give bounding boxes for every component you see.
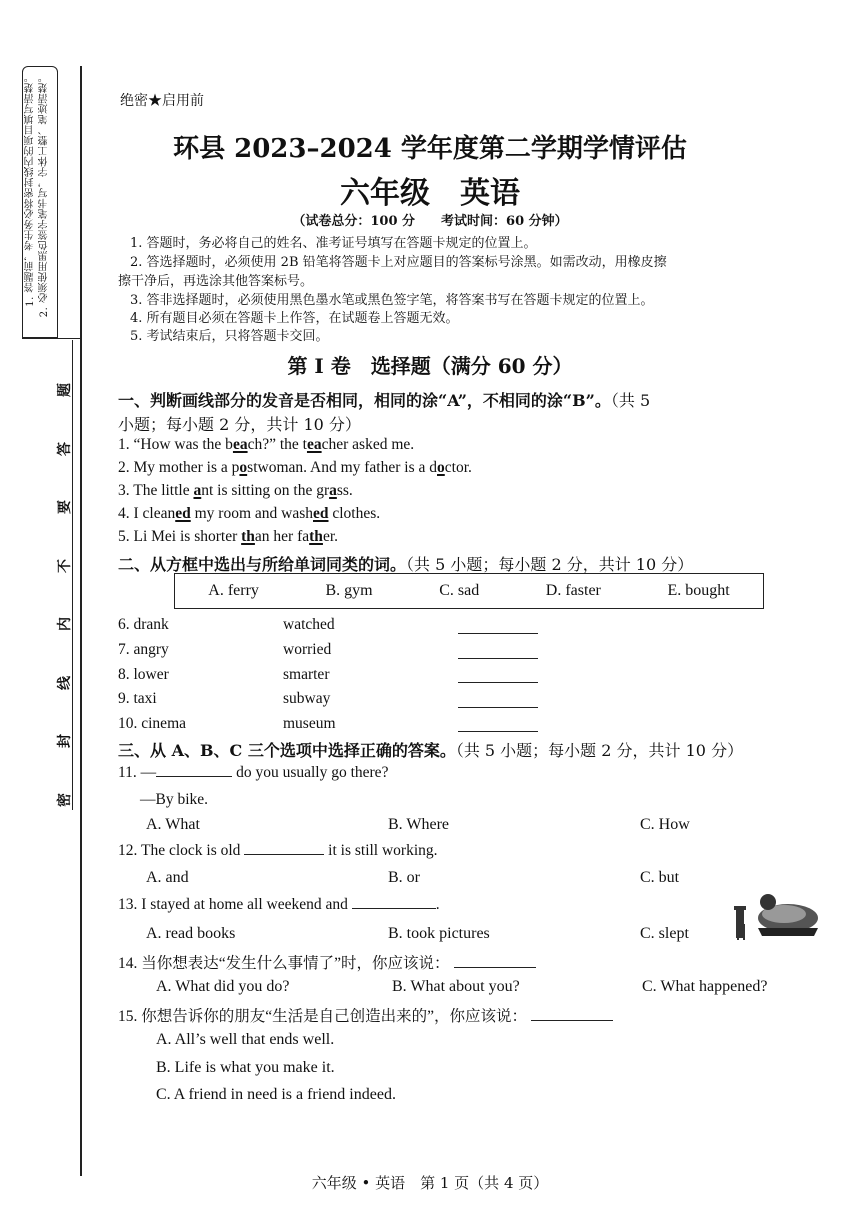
question-11-option-c: C. How (640, 816, 690, 833)
question-14-option-c: C. What happened? (642, 978, 768, 995)
word-option: B. gym (325, 582, 373, 599)
question-13-option-c: C. slept (640, 925, 689, 942)
notice-line-2: 2. 必须使用黑色签字笔书写，字体工整、笔迹清楚。 (39, 72, 50, 318)
question-8-pair: smarter (283, 666, 330, 683)
answer-blank-8[interactable] (458, 682, 538, 683)
word-option: A. ferry (208, 582, 259, 599)
answer-blank-6[interactable] (458, 633, 538, 634)
question-8-word: 8. lower (118, 666, 169, 683)
question-12-option-b: B. or (388, 869, 420, 886)
section2-heading-count: （共 5 小题；每小题 2 分，共计 10 分） (406, 555, 694, 574)
section1-heading (118, 388, 650, 411)
question-12-option-c: C. but (640, 869, 680, 886)
question-1: 1. “How was the beach?” the teacher asked me. (118, 436, 415, 453)
seal-char: 要 (57, 500, 73, 515)
section3-heading (118, 738, 743, 761)
seal-char: 答 (57, 441, 73, 456)
word-option: E. bought (667, 582, 730, 599)
answer-blank-9[interactable] (458, 707, 538, 708)
word-option: D. faster (545, 582, 601, 599)
question-15: 15. 你想告诉你的朋友“生活是自己创造出来的”，你应该说： (118, 1004, 613, 1026)
seal-char: 线 (57, 675, 73, 690)
section3-heading-count: （共 5 小题；每小题 2 分，共计 10 分） (455, 741, 744, 760)
question-14-option-a: A. What did you do? (156, 978, 290, 995)
question-10-pair: museum (283, 715, 336, 732)
question-11: 11. — do you usually go there? (118, 764, 389, 781)
seal-text (56, 380, 72, 810)
question-14: 14. 当你想表达“发生什么事情了”时，你应该说： (118, 951, 536, 973)
question-15-option-b: B. Life is what you make it. (156, 1059, 335, 1076)
margin-line (80, 66, 82, 1176)
notice-line-1: 1. 答题前，考生务必将密封线内的项目填写清楚。 (25, 72, 36, 307)
exam-title: 环县 2023–2024 学年度第二学期学情评估 (173, 134, 687, 164)
part-title: 第 I 卷 选择题（满分 60 分） (287, 354, 573, 378)
instruction-3: 3. 答非选择题时，必须使用黑色墨水笔或黑色签字笔，将答案书写在答题卡规定的位置上。 (130, 293, 654, 308)
exam-subtitle: 六年级 英语 (340, 176, 520, 211)
answer-blank-13[interactable] (352, 908, 436, 909)
seal-char: 密 (57, 792, 73, 807)
instruction-1: 1. 答题时，务必将自己的姓名、准考证号填写在答题卡规定的位置上。 (130, 236, 537, 251)
question-9-pair: subway (283, 690, 331, 707)
question-2: 2. My mother is a postwoman. And my father is a doctor. (118, 459, 472, 476)
page-footer: 六年级 • 英语 第 1 页（共 4 页） (311, 1174, 549, 1192)
question-15-option-a: A. All’s well that ends well. (156, 1031, 335, 1048)
seal-char: 封 (57, 734, 73, 749)
person-sleeping-in-bed-icon (734, 888, 820, 942)
question-11-option-b: B. Where (388, 816, 450, 833)
question-7-word: 7. angry (118, 641, 169, 658)
instruction-5: 5. 考试结束后，只将答题卡交回。 (130, 329, 329, 344)
question-5: 5. Li Mei is shorter than her father. (118, 528, 338, 545)
instruction-4: 4. 所有题目必须在答题卡上作答，在试题卷上答题无效。 (130, 311, 459, 326)
question-6-pair: watched (283, 616, 335, 633)
section1-heading-text: 一、判断画线部分的发音是否相同，相同的涂“A”，不相同的涂“B”。 (118, 391, 611, 410)
word-option: C. sad (439, 582, 480, 599)
question-15-option-c: C. A friend in need is a friend indeed. (156, 1086, 396, 1103)
question-13-option-b: B. took pictures (388, 925, 490, 942)
answer-blank-15[interactable] (531, 1020, 613, 1021)
binding-divider (22, 338, 82, 339)
question-4: 4. I cleaned my room and washed clothes. (118, 505, 381, 522)
section2-heading (118, 552, 693, 575)
question-12-option-a: A. and (146, 869, 189, 886)
answer-blank-10[interactable] (458, 731, 538, 732)
question-11-option-a: A. What (146, 816, 200, 833)
question-9-word: 9. taxi (118, 690, 157, 707)
answer-blank-11[interactable] (156, 776, 232, 777)
answer-blank-14[interactable] (454, 967, 536, 968)
seal-char: 题 (57, 383, 73, 397)
answer-blank-12[interactable] (244, 854, 324, 855)
section1-heading-count: （共 5 (610, 391, 651, 410)
instruction-2: 2. 答选择题时，必须使用 2B 铅笔将答题卡上对应题目的答案标号涂黑。如需改动，用橡皮擦 (130, 255, 667, 270)
question-13: 13. I stayed at home all weekend and . (118, 896, 440, 913)
score-time-line: （试卷总分：100 分 考试时间：60 分钟） (292, 214, 568, 229)
question-12: 12. The clock is old it is still working. (118, 842, 438, 859)
question-11-reply: —By bike. (140, 791, 209, 808)
question-7-pair: worried (283, 641, 332, 658)
answer-blank-7[interactable] (458, 658, 538, 659)
section1-heading-cont: 小题；每小题 2 分，共计 10 分） (118, 415, 361, 434)
word-option-box (174, 573, 764, 609)
question-14-option-b: B. What about you? (392, 978, 520, 995)
seal-char: 内 (57, 617, 73, 632)
question-6-word: 6. drank (118, 616, 169, 633)
question-3: 3. The little ant is sitting on the grass. (118, 482, 353, 499)
instruction-2-cont: 擦干净后，再选涂其他答案标号。 (118, 274, 314, 289)
question-10-word: 10. cinema (118, 715, 187, 732)
question-13-option-a: A. read books (146, 925, 236, 942)
secret-label: 绝密★启用前 (120, 93, 204, 109)
section2-heading-text: 二、从方框中选出与所给单词同类的词。 (118, 555, 407, 574)
seal-char: 不 (57, 558, 73, 573)
section3-heading-text: 三、从 A、B、C 三个选项中选择正确的答案。 (118, 741, 456, 760)
